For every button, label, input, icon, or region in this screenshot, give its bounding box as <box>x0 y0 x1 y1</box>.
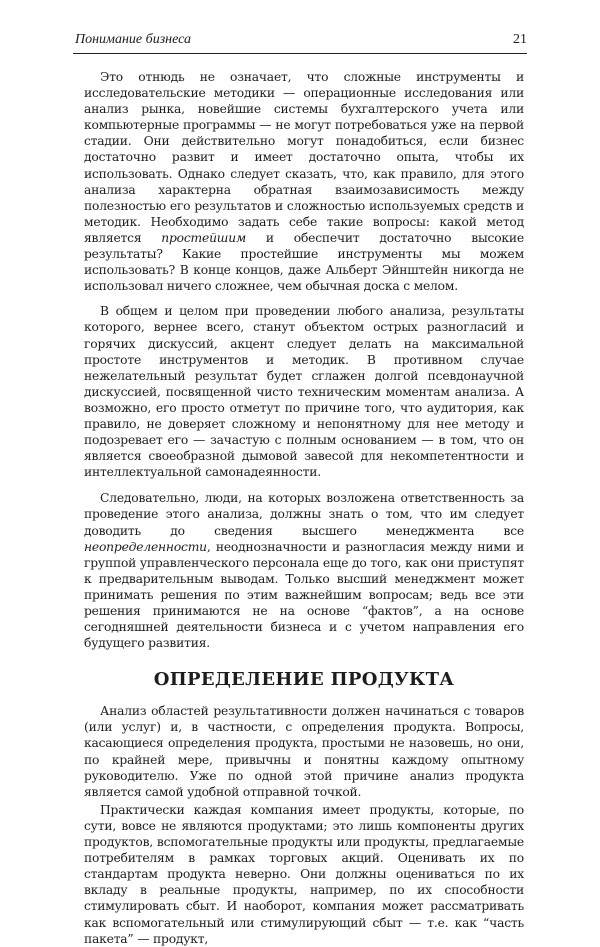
paragraph-1-text-b: и обеспечит достаточно высокие результаты? Какие простейшие инструменты мы можем использовать? В конце концов, даже Альберт Эйнштейн никогда не использовал ничего сложнее, чем обычная доска с мелом. <box>84 230 524 294</box>
paragraph-3-text-b: , неоднозначности и разногласия между ними и группой управленческого персонала еще до того, как они приступят к предварительным выводам. Только высший менеджмент может принимать решения по этим важнейшим вопросам; ведь все эти решения принимаются не на основе “фактов”, а на основе сегодняшней деятельности бизнеса и с учетом направления его будущего развития. <box>84 539 524 651</box>
paragraph-1-emphasis: простейшим <box>161 230 246 245</box>
page-number: 21 <box>513 32 527 47</box>
header-rule <box>73 53 527 54</box>
paragraph-3-emphasis: неопределенности <box>84 539 207 554</box>
paragraph-3-text-a: Следовательно, люди, на которых возложена ответственность за проведение этого анализа, должны знать о том, что им следует доводить до сведения высшего менеджмента все <box>84 491 524 538</box>
running-header <box>73 32 527 50</box>
paragraph-5: Практически каждая компания имеет продукты, которые, по сути, вовсе не являются продуктами; это лишь компоненты других продуктов, вспомогательные продукты или продукты, предлагаемые потребителям в рамках торговых акций. Оценивать их по стандартам продукта неверно. Они должны оцениваться по их вкладу в реальные продукты, например, по их способности стимулировать сбыт. И наоборот, компания может рассматривать как вспомогательный или стимулирующий сбыт — т.е. как “часть пакета” — продукт, <box>84 802 524 946</box>
paragraph-1-text-a: Это отнюдь не означает, что сложные инструменты и исследовательские методики — операционные исследования или анализ рынка, новейшие системы бухгалтерского учета или компьютерные программы — не могут потребоваться уже на первой стадии. Они действительно могут понадобиться, если бизнес достаточно развит и имеет достаточно опыта, чтобы их использовать. Однако следует сказать, что, как правило, для этого анализа характерна обратная взаимозависимость между полезностью его результатов и сложностью используемых средств и методик. Необходимо задать себе такие вопросы: какой метод является <box>84 70 524 245</box>
body-text <box>84 69 524 947</box>
section-heading: ОПРЕДЕЛЕНИЕ ПРОДУКТА <box>153 669 455 691</box>
running-title: Понимание бизнеса <box>75 32 191 47</box>
paragraph-4: Анализ областей результативности должен начинаться с товаров (или услуг) и, в частности, с определения продукта. Вопросы, касающиеся определения продукта, простыми не назовешь, но они, по крайней мере, привычны и понятны каждому опытному руководителю. Уже по одной этой причине анализ продукта является самой удобной отправной точкой. <box>84 704 524 799</box>
paragraph-1 <box>84 69 524 294</box>
paragraph-2: В общем и целом при проведении любого анализа, результаты которого, вернее всего, станут объектом острых разногласий и горячих дискуссий, акцент следует делать на максимальной простоте инструментов и методик. В противном случае нежелательный результат будет сглажен долгой псевдонаучной дискуссией, посвященной чисто техническим моментам анализа. А возможно, его просто отметут по причине того, что аудитория, как правило, не доверяет сложному и непонятному для нее методу и подозревает его — зачастую с полным основанием — в том, что он является своеобразной дымовой завесой для некомпетентности и интеллектуальной самонадеянности. <box>84 304 524 480</box>
paragraph-3 <box>84 490 524 651</box>
